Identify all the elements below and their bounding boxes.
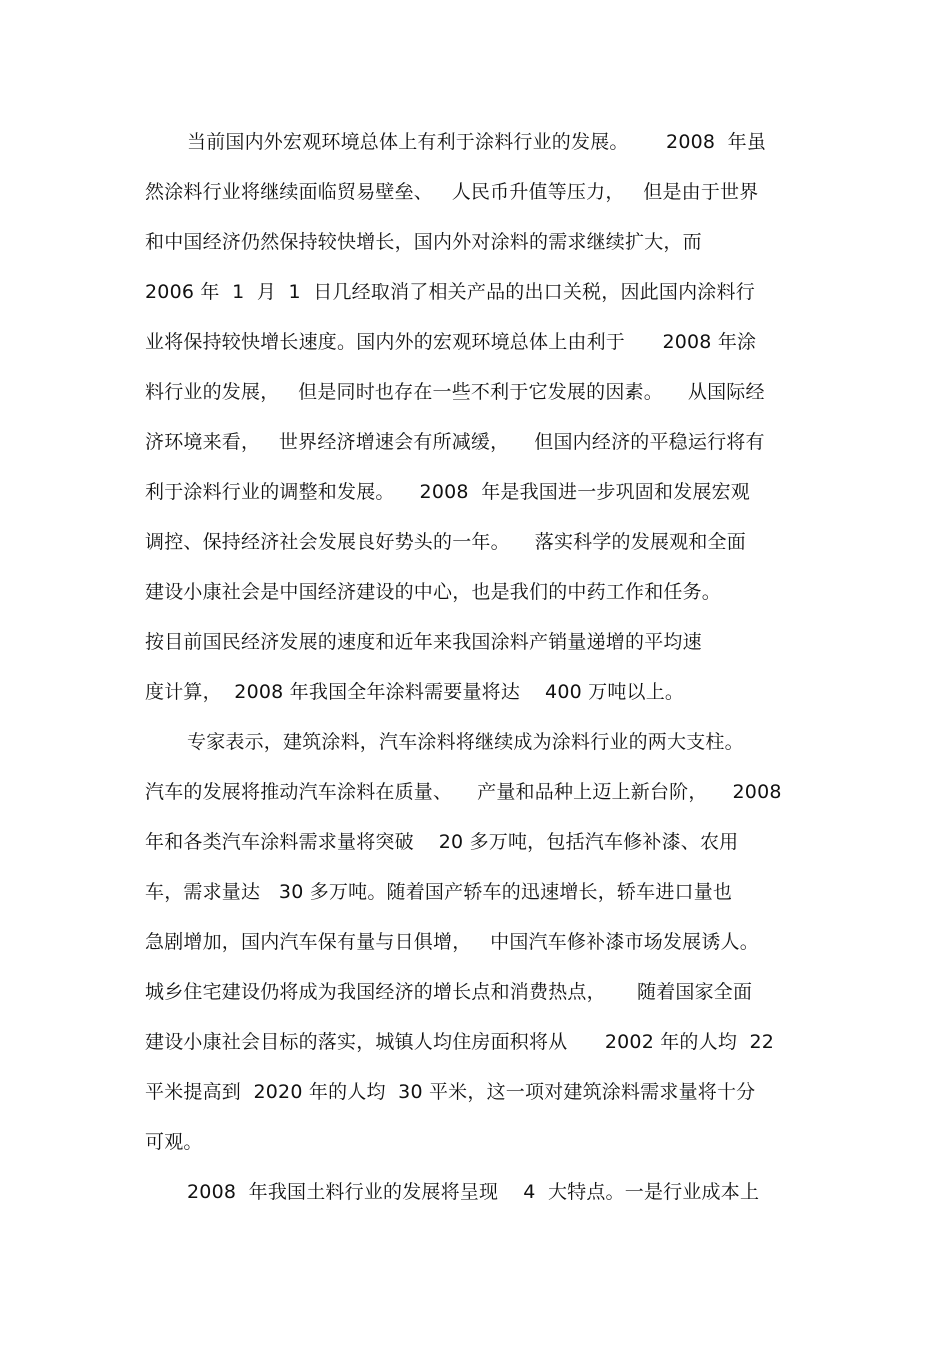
paragraph-line: 年和各类汽车涂料需求量将突破 20 多万吨，包括汽车修补漆、农用 <box>145 831 739 853</box>
paragraph-line: 2008 年我国土料行业的发展将呈现 4 大特点。一是行业成本上 <box>187 1181 760 1203</box>
paragraph-line: 建设小康社会目标的落实，城镇人均住房面积将从 2002 年的人均 22 <box>145 1031 775 1053</box>
paragraph-line: 当前国内外宏观环境总体上有利于涂料行业的发展。 2008 年虽 <box>187 131 767 153</box>
paragraph-line: 城乡住宅建设仍将成为我国经济的增长点和消费热点， 随着国家全面 <box>145 981 753 1003</box>
paragraph-line: 济环境来看， 世界经济增速会有所减缓， 但国内经济的平稳运行将有 <box>145 431 765 453</box>
paragraph-line: 专家表示，建筑涂料，汽车涂料将继续成为涂料行业的两大支柱。 <box>187 731 744 753</box>
paragraph-line: 利于涂料行业的调整和发展。 2008 年是我国进一步巩固和发展宏观 <box>145 481 750 503</box>
paragraph-line: 和中国经济仍然保持较快增长，国内外对涂料的需求继续扩大，而 <box>145 231 702 253</box>
paragraph-line: 平米提高到 2020 年的人均 30 平米，这一项对建筑涂料需求量将十分 <box>145 1081 756 1103</box>
paragraph-line: 按目前国民经济发展的速度和近年来我国涂料产销量递增的平均速 <box>145 631 702 653</box>
paragraph-line: 然涂料行业将继续面临贸易壁垒、 人民币升值等压力， 但是由于世界 <box>145 181 759 203</box>
paragraph-line: 建设小康社会是中国经济建设的中心，也是我们的中药工作和任务。 <box>145 581 722 603</box>
paragraph-line: 急剧增加，国内汽车保有量与日俱增， 中国汽车修补漆市场发展诱人。 <box>145 931 759 953</box>
paragraph-line: 车，需求量达 30 多万吨。随着国产轿车的迅速增长，轿车进口量也 <box>145 881 733 903</box>
paragraph-line: 汽车的发展将推动汽车涂料在质量、 产量和品种上迈上新台阶， 2008 <box>145 781 782 803</box>
paragraph-line: 度计算， 2008 年我国全年涂料需要量将达 400 万吨以上。 <box>145 681 685 703</box>
paragraph-line: 调控、保持经济社会发展良好势头的一年。 落实科学的发展观和全面 <box>145 531 746 553</box>
paragraph-line: 业将保持较快增长速度。国内外的宏观环境总体上由利于 2008 年涂 <box>145 331 757 353</box>
paragraph-line: 2006 年 1 月 1 日几经取消了相关产品的出口关税，因此国内涂料行 <box>145 281 755 303</box>
paragraph-line: 料行业的发展， 但是同时也存在一些不利于它发展的因素。 从国际经 <box>145 381 765 403</box>
paragraph-line: 可观。 <box>145 1131 203 1153</box>
